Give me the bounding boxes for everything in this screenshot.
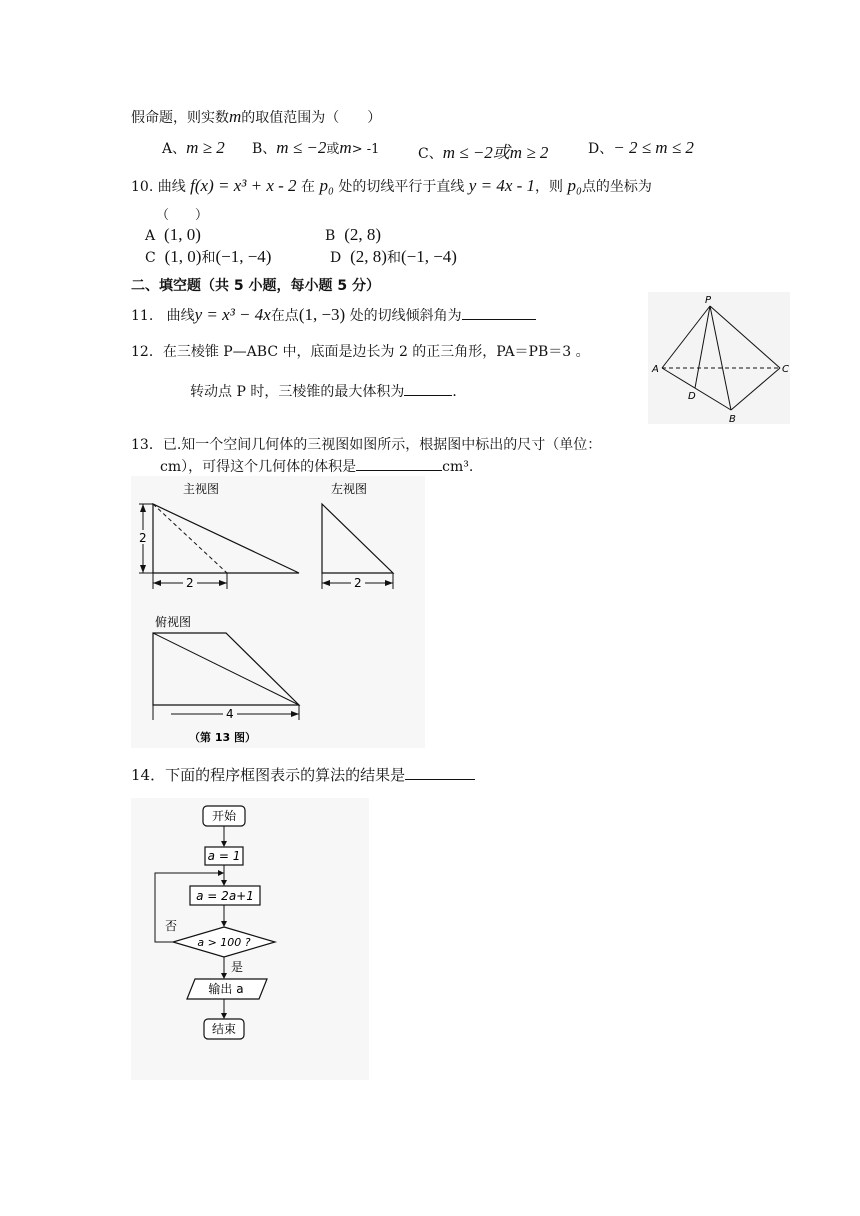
- q9-option-a: A、m ≥ 2: [162, 138, 225, 157]
- top-width-label: 4: [226, 707, 234, 721]
- section2-title: 二、填空题（共 5 小题，每小题 5 分）: [131, 278, 380, 294]
- top-view-title: 俯视图: [155, 615, 192, 629]
- q14-stem: 14．下面的程序框图表示的算法的结果是: [131, 764, 475, 785]
- q10-stem: 10. 曲线 f(x) = x³ + x - 2 在 p₀ 处的切线平行于直线 y = 4x - 1，则 p₀点的坐标为: [131, 176, 652, 195]
- label-a: A: [652, 364, 659, 375]
- update-label: a = 2a+1: [196, 889, 254, 903]
- q12-line2: 转动点 P 时，三棱锥的最大体积为 ．: [190, 384, 467, 400]
- condition-label: a > 100 ?: [197, 936, 251, 949]
- q12-line1: 12．在三棱锥 P—ABC 中，底面是边长为 2 的正三角形，PA＝PB＝3 。: [131, 344, 590, 360]
- q13-answer-blank: [356, 470, 442, 471]
- output-label: 输出 a: [208, 982, 244, 996]
- q12-answer-blank: [404, 395, 452, 396]
- q9-var-m: m: [229, 107, 242, 126]
- q11-answer-blank: [462, 319, 536, 320]
- label-p: P: [705, 295, 712, 306]
- q13-line1: 13．已.知一个空间几何体的三视图如图所示，根据图中标出的尺寸（单位：: [131, 437, 602, 453]
- end-label: 结束: [211, 1022, 237, 1036]
- q10-option-c: C (1, 0)和(−1, −4): [145, 247, 272, 266]
- front-height-label: 2: [139, 531, 147, 545]
- q11-stem: 11. 曲线y = x³ − 4x在点(1, −3) 处的切线倾斜角为: [131, 305, 536, 325]
- label-b: B: [729, 414, 736, 424]
- front-view-title: 主视图: [183, 482, 220, 496]
- three-views-figure: [131, 476, 425, 748]
- q9-option-b: B、m ≤ −2或m> -1: [252, 138, 380, 157]
- q13-line2: cm），可得这个几何体的体积是 cm³.: [160, 459, 474, 475]
- left-view-title: 左视图: [331, 482, 368, 496]
- q9-option-c: C、m ≤ −2或m ≥ 2: [418, 143, 549, 162]
- q10-paren: （ ）: [156, 208, 209, 223]
- three-views-background: [131, 476, 425, 748]
- pyramid-figure: [648, 292, 790, 424]
- front-width-label: 2: [186, 576, 194, 590]
- q14-answer-blank: [405, 779, 475, 780]
- label-c: C: [782, 364, 789, 375]
- q9-stem-end: 的取值范围为（ ）: [241, 110, 382, 126]
- q9-stem-tail: 假命题，则实数: [131, 110, 229, 126]
- flowchart-figure: [131, 798, 369, 1080]
- left-width-label: 2: [354, 576, 362, 590]
- start-label: 开始: [211, 809, 237, 823]
- label-d: D: [688, 391, 696, 402]
- q9-option-d: D、− 2 ≤ m ≤ 2: [588, 138, 694, 157]
- q10-option-b: B (2, 8): [325, 225, 382, 244]
- q10-option-d: D (2, 8)和(−1, −4): [330, 247, 457, 266]
- no-label: 否: [165, 919, 178, 933]
- q10-option-a: A (1, 0): [145, 225, 201, 244]
- init-label: a = 1: [207, 849, 241, 863]
- figure-13-caption: （第 13 图）: [189, 731, 256, 744]
- yes-label: 是: [231, 960, 244, 974]
- q9-stem: [131, 107, 381, 127]
